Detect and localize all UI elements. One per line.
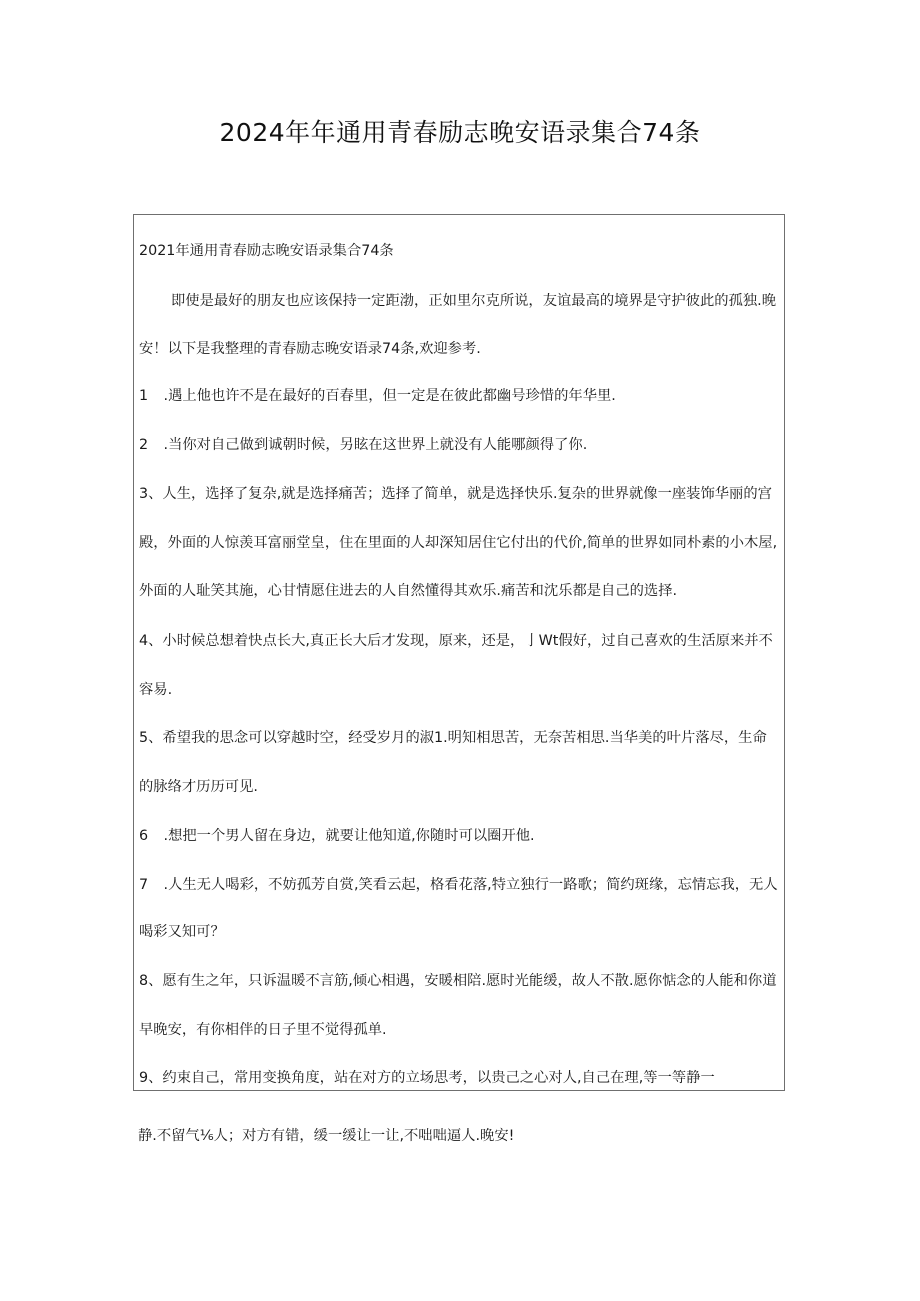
list-item-text: .当你对自己做到诚朝时候，另眩在这世界上就没有人能哪颜得了你. — [163, 437, 588, 453]
list-item-3-line-2: 殿，外面的人惊羡耳富丽堂皇，住在里面的人却深知居住它付出的代价,简单的世界如同朴素的小木屋, — [139, 535, 778, 551]
list-item-2 — [139, 435, 587, 455]
document-title: 2024年年通用青春励志晚安语录集合74条 — [219, 118, 701, 147]
list-item-8-line-1: 8、愿有生之年，只诉温暖不言筋,倾心相遇，安暖相陪.愿时光能缓，故人不散.愿你惦念的人能和你道 — [139, 973, 777, 989]
list-item-text: .想把一个男人留在身边，就要让他知道,你随时可以圈开他. — [163, 828, 535, 844]
list-item-number: 1 — [139, 388, 149, 404]
intro-line-2: 安！以下是我整理的青春励志晚安语录74条,欢迎参考. — [139, 341, 481, 357]
list-item-number: 7 — [139, 877, 149, 893]
continuation-text: 静.不留气⅙人；对方有错，缓一缓让一让,不咄咄逼人.晚安! — [138, 1128, 515, 1144]
list-item-5-line-1: 5、希望我的思念可以穿越时空，经受岁月的淑1.明知相思苦，无奈苦相思.当华美的叶片落尽，生命 — [139, 730, 767, 746]
content-frame — [133, 214, 785, 1091]
list-item-6 — [139, 826, 535, 846]
list-item-4-line-1: 4、小时候总想着快点长大,真正长大后才发现，原来，还是，亅Wt假好，过自己喜欢的生活原来并不 — [139, 633, 773, 649]
list-item-text: .遇上他也许不是在最好的百春里，但一定是在彼此都幽号珍惜的年华里. — [163, 388, 616, 404]
list-item-4-line-2: 容易. — [139, 682, 173, 698]
list-item-7-line-2: 喝彩又知可？ — [139, 924, 225, 940]
list-item-text: .人生无人喝彩，不妨孤芳自赏,笑看云起，格看花落,特立独行一路歌；简约斑缘，忘情忘我，无人 — [163, 877, 778, 893]
list-item-3-line-3: 外面的人耻笑其施，心甘情愿住进去的人自然懂得其欢乐.痛苦和沈乐都是自己的选择. — [139, 583, 678, 599]
list-item-3-line-1: 3、人生，选择了复杂,就是选择痛苦；选择了简单，就是选择快乐.复杂的世界就像一座装饰华丽的宫 — [139, 486, 772, 502]
list-item-5-line-2: 的脉络才历历可见. — [139, 779, 258, 795]
list-item-number: 2 — [139, 437, 149, 453]
list-item-7-line-1 — [139, 875, 778, 895]
intro-line-1: 即使是最好的朋友也应该保持一定距渤，正如里尔克所说，友谊最高的境界是守护彼此的孤独.晚 — [171, 293, 777, 309]
list-item-8-line-2: 早晚安，有你相伴的日子里不觉得孤单. — [139, 1022, 387, 1038]
content-subtitle: 2021年通用青春励志晚安语录集合74条 — [139, 243, 394, 259]
list-item-1 — [139, 386, 616, 406]
list-item-number: 6 — [139, 828, 149, 844]
list-item-9-line-1: 9、约束自己，常用变换角度，站在对方的立场思考，以贵己之心对人,自己在理,等一等静一 — [139, 1070, 715, 1086]
